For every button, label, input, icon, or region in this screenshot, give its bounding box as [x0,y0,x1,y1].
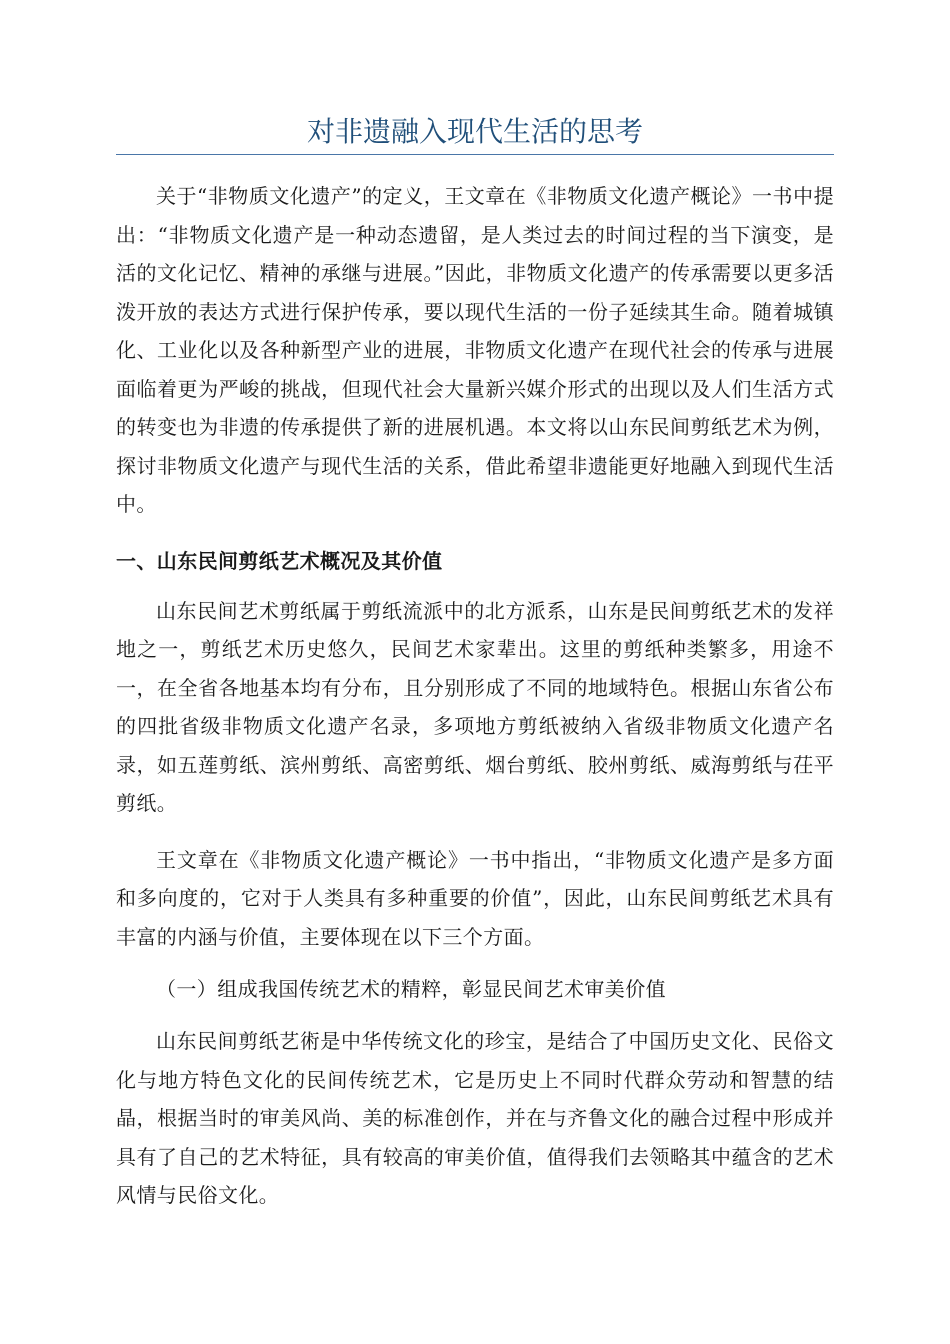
document-title: 对非遗融入现代生活的思考 [116,112,834,155]
body-paragraph: 山东民间艺术剪纸属于剪纸流派中的北方派系，山东是民间剪纸艺术的发祥地之一，剪纸艺术历史悠久，民间艺术家辈出。这里的剪纸种类繁多，用途不一，在全省各地基本均有分布，且分别形成了不同的地域特色。根据山东省公布的四批省级非物质文化遗产名录，多项地方剪纸被纳入省级非物质文化遗产名录，如五莲剪纸、滨州剪纸、高密剪纸、烟台剪纸、胶州剪纸、威海剪纸与茌平剪纸。 [116,598,834,815]
subsection-heading: （一）组成我国传统艺术的精粹，彰显民间艺术审美价值 [156,977,666,1001]
body-paragraph: 山东民间剪纸艺術是中华传统文化的珍宝，是结合了中国历史文化、民俗文化与地方特色文化的民间传统艺术，它是历史上不同时代群众劳动和智慧的结晶，根据当时的审美风尚、美的标准创作，并在与齐鲁文化的融合过程中形成并具有了自己的艺术特征，具有较高的审美价值，值得我们去领略其中蕴含的艺术风情与民俗文化。 [116,1029,834,1207]
document-page [116,112,834,1215]
paragraph-spacer [116,823,834,841]
body-paragraph: 王文章在《非物质文化遗产概论》一书中指出，“非物质文化遗产是多方面和多向度的，它对于人类具有多种重要的价值”，因此，山东民间剪纸艺术具有丰富的内涵与价值，主要体现在以下三个方面。 [116,847,834,949]
section-heading: 一、山东民间剪纸艺术概况及其价值 [116,548,443,573]
intro-paragraph: 关于“非物质文化遗产”的定义，王文章在《非物质文化遗产概论》一书中提出：“非物质文化遗产是一种动态遗留，是人类过去的时间过程的当下演变，是活的文化记忆、精神的承继与进展。”因此，非物质文化遗产的传承需要以更多活泼开放的表达方式进行保护传承，要以现代生活的一份子延续其生命。随着城镇化、工业化以及各种新型产业的进展，非物质文化遗产在现代社会的传承与进展面临着更为严峻的挑战，但现代社会大量新兴媒介形式的出现以及人们生活方式的转变也为非遗的传承提供了新的进展机遇。本文将以山东民间剪纸艺术为例，探讨非物质文化遗产与现代生活的关系，借此希望非遗能更好地融入到现代生活中。 [116,184,834,516]
